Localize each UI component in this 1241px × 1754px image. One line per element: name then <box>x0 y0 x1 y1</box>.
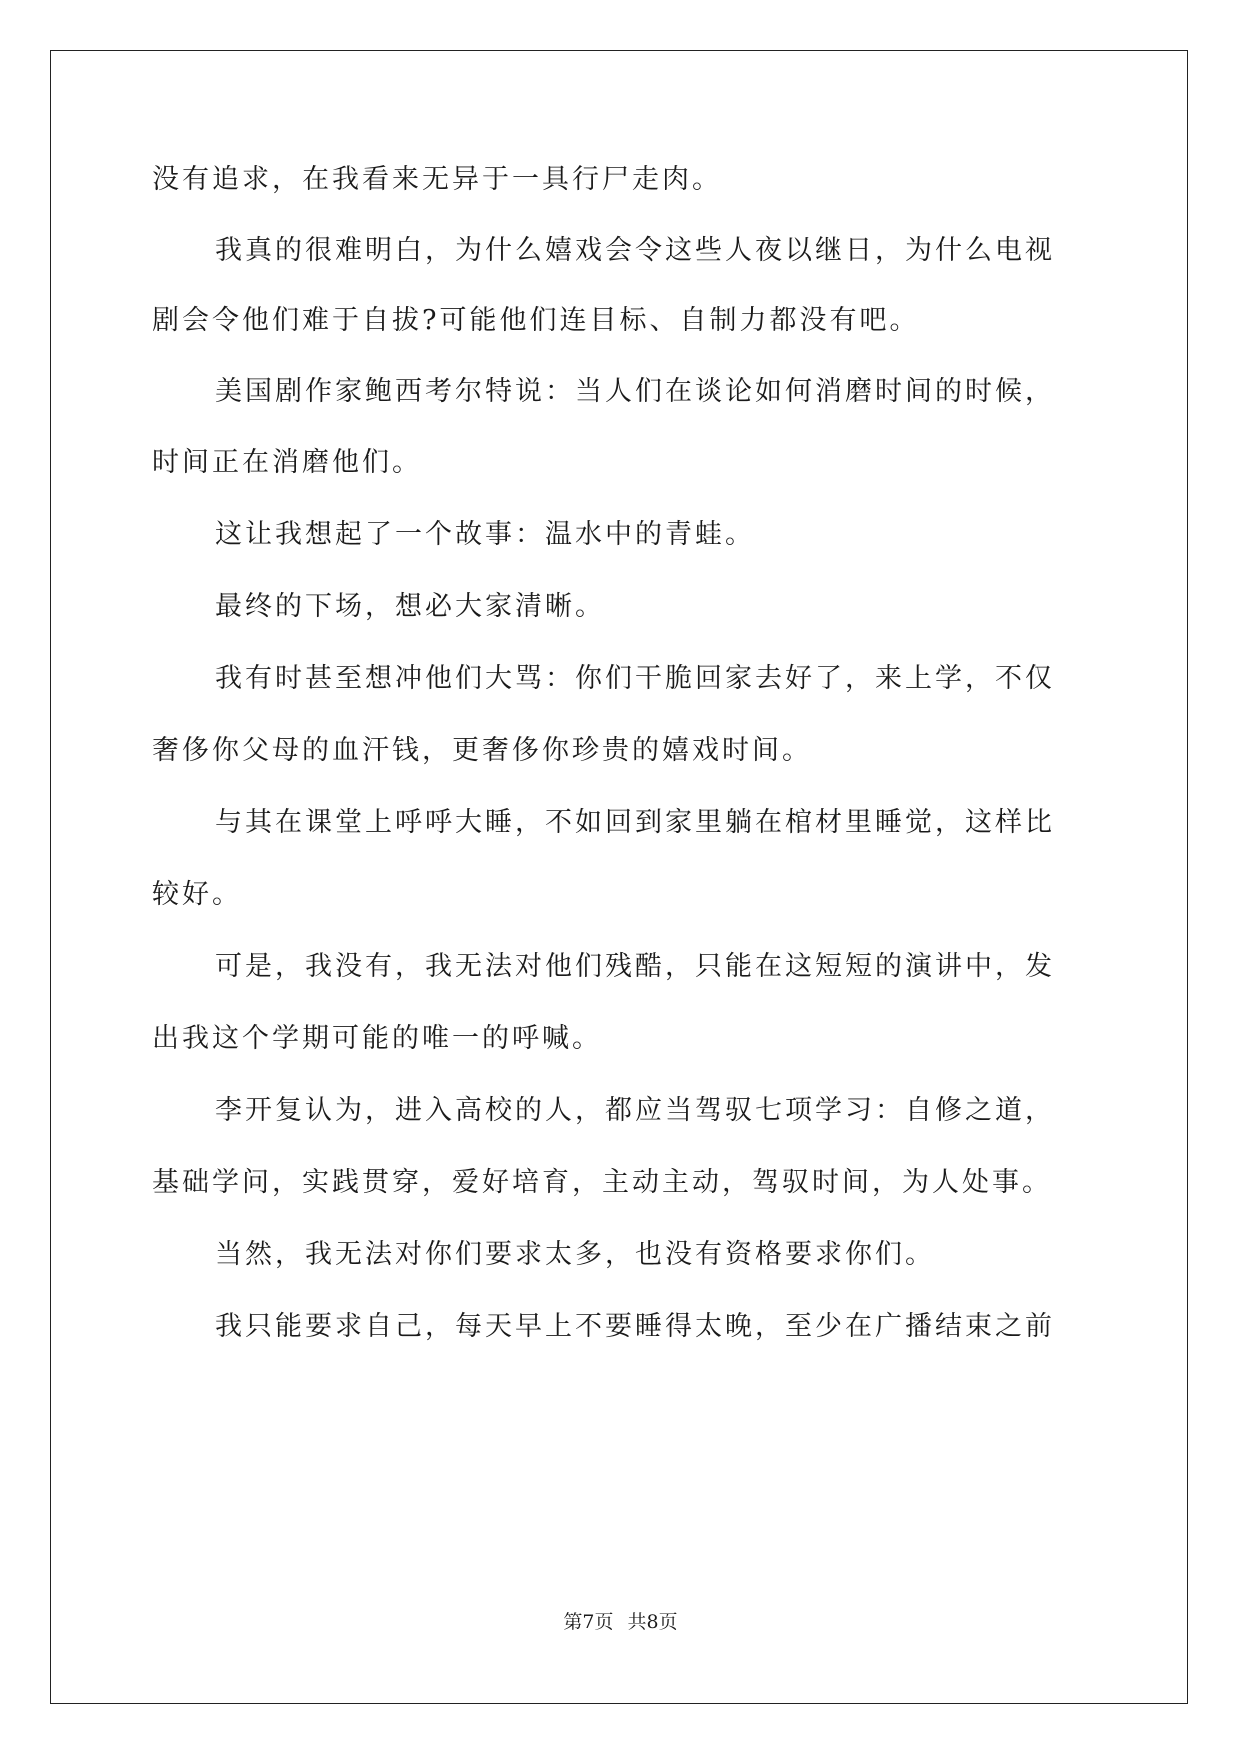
text-line: 美国剧作家鲍西考尔特说：当人们在谈论如何消磨时间的时候， <box>215 376 1055 407</box>
text-line: 可是，我没有，我无法对他们残酷，只能在这短短的演讲中，发 <box>215 951 1055 982</box>
text-line: 最终的下场，想必大家清晰。 <box>215 591 605 622</box>
text-line: 我有时甚至想冲他们大骂：你们干脆回家去好了，来上学，不仅 <box>215 663 1055 694</box>
page-footer <box>0 1610 1241 1634</box>
text-line: 我真的很难明白，为什么嬉戏会令这些人夜以继日，为什么电视 <box>215 235 1055 266</box>
text-line: 我只能要求自己，每天早上不要睡得太晚，至少在广播结束之前 <box>215 1311 1055 1342</box>
text-line: 没有追求，在我看来无异于一具行尸走肉。 <box>152 164 722 195</box>
text-line: 剧会令他们难于自拔?可能他们连目标、自制力都没有吧。 <box>152 305 920 336</box>
text-line: 奢侈你父母的血汗钱，更奢侈你珍贵的嬉戏时间。 <box>152 735 812 766</box>
total-pages: 共8页 <box>627 1611 678 1633</box>
text-line: 较好。 <box>152 879 242 910</box>
text-line: 这让我想起了一个故事：温水中的青蛙。 <box>215 519 755 550</box>
text-line: 时间正在消磨他们。 <box>152 447 422 478</box>
text-line: 基础学问，实践贯穿，爱好培育，主动主动，驾驭时间，为人处事。 <box>152 1167 1052 1198</box>
text-line: 出我这个学期可能的唯一的呼喊。 <box>152 1023 602 1054</box>
text-line: 李开复认为，进入高校的人，都应当驾驭七项学习：自修之道， <box>215 1095 1055 1126</box>
text-line: 当然，我无法对你们要求太多，也没有资格要求你们。 <box>215 1239 935 1270</box>
current-page-number: 第7页 <box>563 1611 614 1633</box>
text-line: 与其在课堂上呼呼大睡，不如回到家里躺在棺材里睡觉，这样比 <box>215 807 1055 838</box>
